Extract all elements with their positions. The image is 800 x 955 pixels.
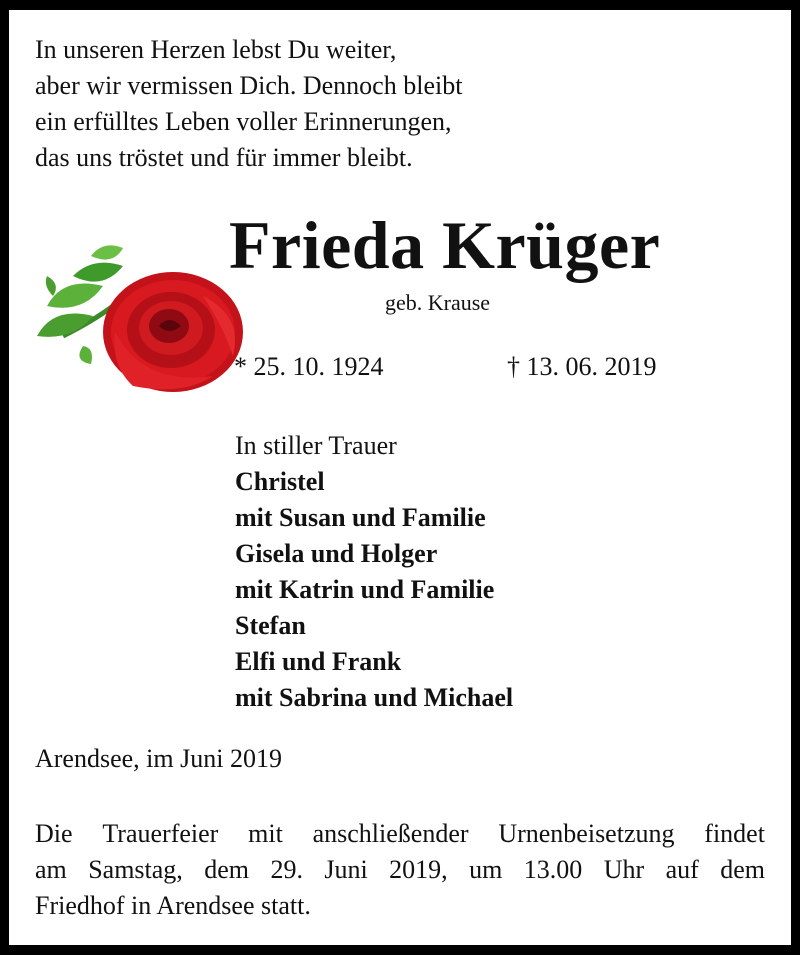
funeral-word: mit [248,819,283,848]
funeral-line [35,816,765,852]
funeral-word: Die [35,819,73,848]
funeral-word: am [35,855,67,884]
funeral-word: Urnenbeisetzung [498,819,675,848]
mourner-name: Christel [235,467,325,496]
funeral-word: Juni [324,855,368,884]
funeral-word: findet [704,819,765,848]
obituary-card [9,10,791,945]
place-date: Arendsee, im Juni 2019 [35,744,282,773]
poem-line: In unseren Herzen lebst Du weiter, [35,35,397,64]
funeral-word: 2019, [389,855,448,884]
funeral-word: auf [665,855,699,884]
mourners-list [235,428,513,716]
mourner-name: mit Susan und Familie [235,503,486,532]
poem-line: aber wir vermissen Dich. Dennoch bleibt [35,71,463,100]
memorial-poem [35,32,462,176]
mourners-intro: In stiller Trauer [235,431,397,460]
funeral-line: Friedhof in Arendsee statt. [35,891,311,920]
mourner-name: Elfi und Frank [235,647,402,676]
funeral-word: 13.00 [523,855,583,884]
funeral-word: dem [720,855,765,884]
mourner-name: Gisela und Holger [235,539,438,568]
poem-line: ein erfülltes Leben voller Erinnerungen, [35,107,452,136]
funeral-line [35,852,765,888]
mourner-name: Stefan [235,611,306,640]
funeral-word: Trauerfeier [102,819,219,848]
mourner-name: mit Sabrina und Michael [235,683,514,712]
funeral-word: 29. [270,855,303,884]
funeral-word: um [469,855,503,884]
mourner-name: mit Katrin und Familie [235,575,495,604]
funeral-word: dem [204,855,250,884]
funeral-word: Samstag, [88,855,183,884]
funeral-word: Uhr [603,855,645,884]
red-rose-icon [33,236,245,398]
poem-line: das uns tröstet und für immer bleibt. [35,143,413,172]
funeral-word: anschließender [312,819,469,848]
death-date: † 13. 06. 2019 [507,352,657,381]
maiden-name: geb. Krause [385,290,491,315]
funeral-notice [35,816,765,924]
birth-date: * 25. 10. 1924 [234,352,384,381]
deceased-name: Frieda Krüger [229,207,661,283]
